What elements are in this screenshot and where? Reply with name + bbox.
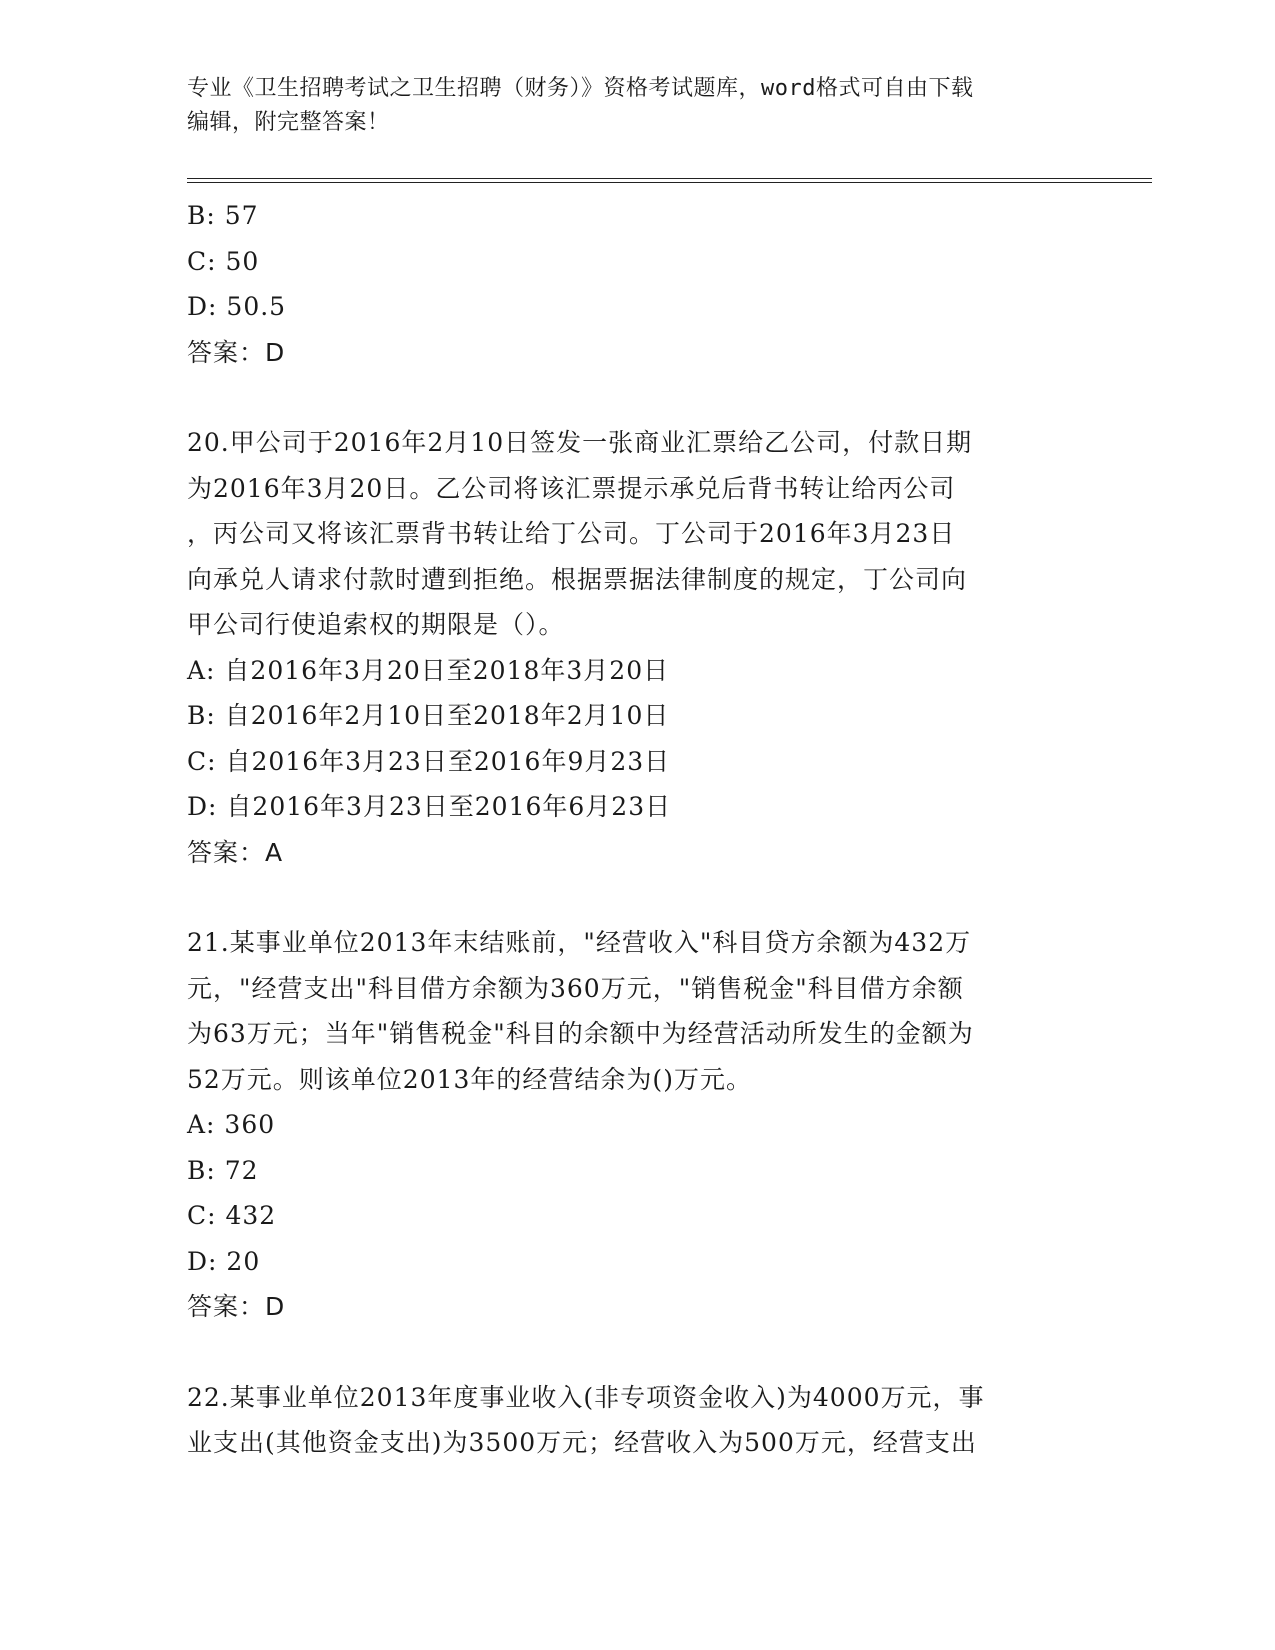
header-divider <box>187 178 1152 183</box>
question-line: 甲公司行使追索权的期限是（）。 <box>187 610 565 639</box>
question-19-continuation <box>187 193 1087 375</box>
header-line-1: 专业《卫生招聘考试之卫生招聘（财务）》资格考试题库，word格式可自由下载 <box>187 76 974 101</box>
option-b: B: 57 <box>187 201 259 230</box>
option-b: B: 自2016年2月10日至2018年2月10日 <box>187 701 670 730</box>
header-line-2: 编辑，附完整答案！ <box>187 110 390 135</box>
answer-line: 答案：D <box>187 1292 286 1321</box>
option-a: A: 360 <box>187 1110 276 1139</box>
answer-line: 答案：A <box>187 837 284 867</box>
question-22 <box>187 1375 1087 1466</box>
question-line: 52万元。则该单位2013年的经营结余为()万元。 <box>187 1064 752 1094</box>
question-21 <box>187 920 1087 1330</box>
option-d: D: 20 <box>187 1246 261 1276</box>
question-line: 20.甲公司于2016年2月10日签发一张商业汇票给乙公司，付款日期 <box>187 428 973 457</box>
question-line: 元，"经营支出"科目借方余额为360万元，"销售税金"科目借方余额 <box>187 973 964 1003</box>
option-c: C: 432 <box>187 1201 277 1230</box>
option-b: B: 72 <box>187 1155 259 1185</box>
divider-line-bottom <box>187 182 1152 183</box>
answer-line: 答案：D <box>187 337 286 367</box>
question-line: 向承兑人请求付款时遭到拒绝。根据票据法律制度的规定，丁公司向 <box>187 564 968 594</box>
option-a: A: 自2016年3月20日至2018年3月20日 <box>187 655 670 685</box>
question-line: 21.某事业单位2013年末结账前，"经营收入"科目贷方余额为432万 <box>187 928 972 957</box>
question-line: 22.某事业单位2013年度事业收入(非专项资金收入)为4000万元，事 <box>187 1382 985 1412</box>
option-d: D: 50.5 <box>187 292 287 321</box>
question-text <box>187 1375 1067 1466</box>
question-line: 为2016年3月20日。乙公司将该汇票提示承兑后背书转让给丙公司 <box>187 473 956 503</box>
document-header <box>187 72 1057 140</box>
question-text <box>187 920 1067 1102</box>
divider-line-top <box>187 178 1152 179</box>
question-text <box>187 420 1067 648</box>
option-c: C: 自2016年3月23日至2016年9月23日 <box>187 746 671 776</box>
question-line: 业支出(其他资金支出)为3500万元；经营收入为500万元，经营支出 <box>187 1428 977 1457</box>
question-line: 为63万元；当年"销售税金"科目的余额中为经营活动所发生的金额为 <box>187 1019 974 1048</box>
option-d: D: 自2016年3月23日至2016年6月23日 <box>187 792 672 821</box>
option-c: C: 50 <box>187 246 260 276</box>
document-page <box>187 72 1087 1466</box>
question-line: ，丙公司又将该汇票背书转让给丁公司。丁公司于2016年3月23日 <box>187 519 956 548</box>
question-20 <box>187 420 1087 875</box>
